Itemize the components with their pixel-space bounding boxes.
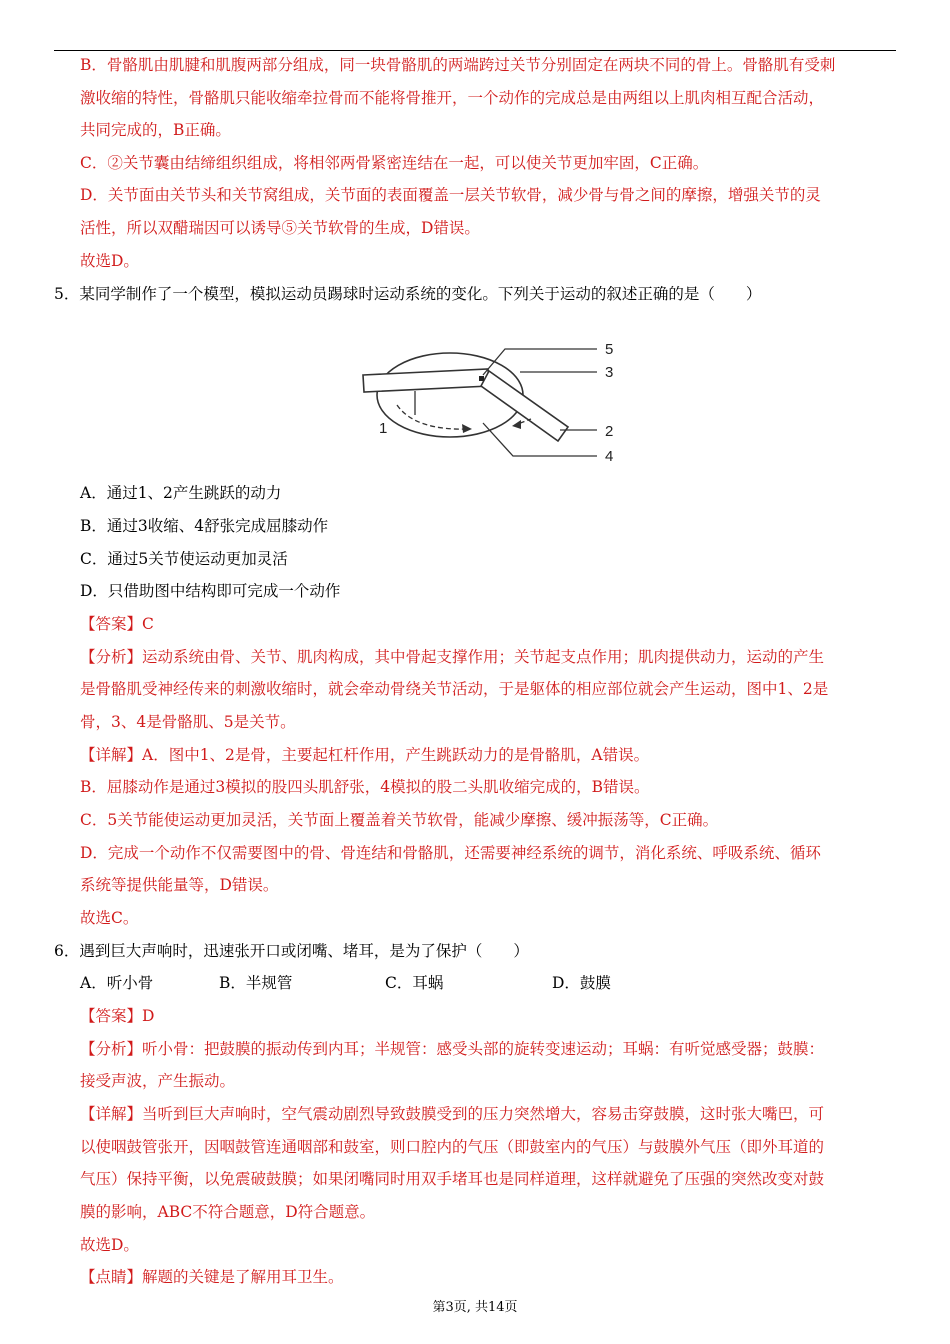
q5-answer: 【答案】C bbox=[80, 615, 154, 633]
page-footer: 第3页, 共14页 bbox=[432, 1300, 518, 1315]
q6-option-b: B．半规管 bbox=[219, 974, 293, 992]
contraction-arrowhead bbox=[512, 420, 521, 429]
header-rule bbox=[54, 50, 896, 51]
q6-answer: 【答案】D bbox=[80, 1007, 155, 1025]
prev-option-c: C．②关节囊由结缔组织组成，将相邻两骨紧密连结在一起，可以使关节更加牢固，C正确。 bbox=[80, 154, 709, 172]
q6-analysis-line1: 【分析】听小骨：把鼓膜的振动传到内耳；半规管：感受头部的旋转变速运动；耳蜗：有听觉感受器；鼓膜： bbox=[80, 1040, 825, 1058]
q5-analysis-line2: 是骨骼肌受神经传来的刺激收缩时，就会牵动骨绕关节活动，于是躯体的相应部位就会产生运动，图中1、2是 bbox=[80, 680, 829, 698]
q5-detail-d-line1: D．完成一个动作不仅需要图中的骨、骨连结和骨骼肌，还需要神经系统的调节，消化系统、呼吸系统、循环 bbox=[80, 844, 821, 862]
prev-conclusion: 故选D。 bbox=[80, 252, 139, 270]
q5-detail-b: B．屈膝动作是通过3模拟的股四头肌舒张，4模拟的股二头肌收缩完成的，B错误。 bbox=[80, 778, 650, 796]
figure-label-2: 2 bbox=[605, 423, 614, 440]
bone-1 bbox=[363, 369, 489, 392]
leader-5 bbox=[483, 349, 597, 375]
prev-option-b-line2: 激收缩的特性，骨骼肌只能收缩牵拉骨而不能将骨推开，一个动作的完成总是由两组以上肌肉相互配合活动， bbox=[80, 89, 825, 107]
q6-analysis-line2: 接受声波，产生振动。 bbox=[80, 1072, 236, 1090]
q5-option-c: C．通过5关节使运动更加灵活 bbox=[80, 550, 288, 568]
q5-option-b: B．通过3收缩、4舒张完成屈膝动作 bbox=[80, 517, 329, 535]
prev-option-d-line1: D．关节面由关节头和关节窝组成，关节面的表面覆盖一层关节软骨，减少骨与骨之间的摩擦，增强关节的灵 bbox=[80, 186, 821, 204]
q5-option-d: D．只借助图中结构即可完成一个动作 bbox=[80, 582, 341, 600]
figure-label-5: 5 bbox=[605, 341, 614, 358]
q6-detail-line1: 【详解】当听到巨大声响时，空气震动剧烈导致鼓膜受到的压力突然增大，容易击穿鼓膜，这时张大嘴巴，可 bbox=[80, 1105, 825, 1123]
joint-5-marker bbox=[479, 376, 484, 381]
figure-label-3: 3 bbox=[605, 364, 614, 381]
q5-detail-c: C．5关节能使运动更加灵活，关节面上覆盖着关节软骨，能减少摩擦、缓冲振荡等，C正确。 bbox=[80, 811, 719, 829]
q6-option-c: C．耳蜗 bbox=[385, 974, 444, 992]
movement-arrowhead bbox=[462, 424, 472, 433]
bone-2 bbox=[481, 371, 568, 441]
prev-option-b-line1: B．骨骼肌由肌腱和肌腹两部分组成，同一块骨骼肌的两端跨过关节分别固定在两块不同的骨上。骨骼肌有受刺 bbox=[80, 56, 836, 74]
figure-label-1: 1 bbox=[379, 420, 388, 437]
q5-stem: 5．某同学制作了一个模型，模拟运动员踢球时运动系统的变化。下列关于运动的叙述正确的是（ ） bbox=[54, 285, 762, 303]
q6-detail-line2: 以使咽鼓管张开，因咽鼓管连通咽部和鼓室，则口腔内的气压（即鼓室内的气压）与鼓膜外气压（即外耳道的 bbox=[80, 1138, 825, 1156]
q5-detail-a: 【详解】A．图中1、2是骨，主要起杠杆作用，产生跳跃动力的是骨骼肌，A错误。 bbox=[80, 746, 650, 764]
q6-option-a: A．听小骨 bbox=[80, 974, 154, 992]
q6-detail-line3: 气压）保持平衡，以免震破鼓膜；如果闭嘴同时用双手堵耳也是同样道理，这样就避免了压强的突然改变对鼓 bbox=[80, 1170, 825, 1188]
q6-detail-line4: 膜的影响，ABC不符合题意，D符合题意。 bbox=[80, 1203, 376, 1221]
prev-option-b-line3: 共同完成的，B正确。 bbox=[80, 121, 231, 139]
q6-comment: 【点睛】解题的关键是了解用耳卫生。 bbox=[80, 1268, 344, 1286]
q5-analysis-line3: 骨，3、4是骨骼肌、5是关节。 bbox=[80, 713, 296, 731]
q6-conclusion: 故选D。 bbox=[80, 1236, 139, 1254]
prev-option-d-line2: 活性，所以双醋瑞因可以诱导⑤关节软骨的生成，D错误。 bbox=[80, 219, 480, 237]
movement-arrow bbox=[397, 405, 470, 429]
figure-label-4: 4 bbox=[605, 448, 614, 465]
q5-analysis-line1: 【分析】运动系统由骨、关节、肌肉构成，其中骨起支撑作用；关节起支点作用；肌肉提供动力，运动的产生 bbox=[80, 648, 825, 666]
q5-detail-d-line2: 系统等提供能量等，D错误。 bbox=[80, 876, 279, 894]
q6-option-d: D．鼓膜 bbox=[552, 974, 611, 992]
q5-option-a: A．通过1、2产生跳跃的动力 bbox=[80, 484, 282, 502]
q6-stem: 6．遇到巨大声响时，迅速张开口或闭嘴、堵耳，是为了保护（ ） bbox=[54, 942, 529, 960]
knee-model-figure bbox=[355, 333, 625, 468]
q5-conclusion: 故选C。 bbox=[80, 909, 139, 927]
